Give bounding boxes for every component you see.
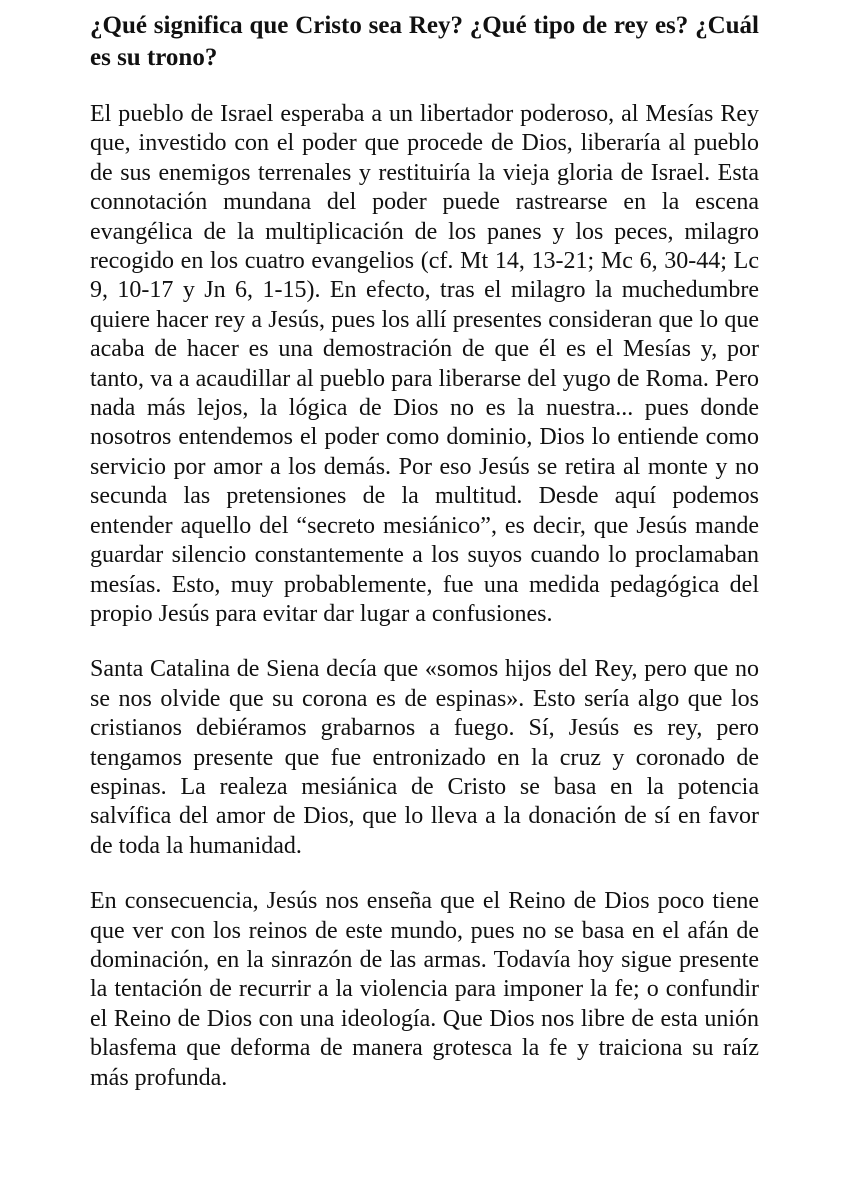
document-title: ¿Qué significa que Cristo sea Rey? ¿Qué tipo de rey es? ¿Cuál es su trono? xyxy=(90,12,759,71)
paragraph-1: El pueblo de Israel esperaba a un libertador poderoso, al Mesías Rey que, investido con el poder que procede de Dios, liberaría al pueblo de sus enemigos terrenales y restituiría la vieja gloria de Israel. Esta connotación mundana del poder puede rastrearse en la escena evangélica de la multiplicación de los panes y los peces, milagro recogido en los cuatro evangelios (cf. Mt 14, 13-21; Mc 6, 30-44; Lc 9, 10-17 y Jn 6, 1-15). En efecto, tras el milagro la muchedumbre quiere hacer rey a Jesús, pues los allí presentes consideran que lo que acaba de hacer es una demostración de que él es el Mesías y, por tanto, va a acaudillar al pueblo para liberarse del yugo de Roma. Pero nada más lejos, la lógica de Dios no es la nuestra... pues donde nosotros entendemos el poder como dominio, Dios lo entiende como servicio por amor a los demás. Por eso Jesús se retira al monte y no secunda las pretensiones de la multitud. Desde aquí podemos entender aquello del “secreto mesiánico”, es decir, que Jesús mande guardar silencio constantemente a los suyos cuando lo proclamaban mesías. Esto, muy probablemente, fue una medida pedagógica del propio Jesús para evitar dar lugar a confusiones. xyxy=(90,101,759,627)
paragraph-2: Santa Catalina de Siena decía que «somos hijos del Rey, pero que no se nos olvide que su corona es de espinas». Esto sería algo que los cristianos debiéramos grabarnos a fuego. Sí, Jesús es rey, pero tengamos presente que fue entronizado en la cruz y coronado de espinas. La realeza mesiánica de Cristo se basa en la potencia salvífica del amor de Dios, que lo lleva a la donación de sí en favor de toda la humanidad. xyxy=(90,656,759,859)
document-page xyxy=(90,10,759,1119)
paragraph-3: En consecuencia, Jesús nos enseña que el Reino de Dios poco tiene que ver con los reinos de este mundo, pues no se basa en el afán de dominación, en la sinrazón de las armas. Todavía hoy sigue presente la tentación de recurrir a la violencia para imponer la fe; o confundir el Reino de Dios con una ideología. Que Dios nos libre de esta unión blasfema que deforma de manera grotesca la fe y traiciona su raíz más profunda. xyxy=(90,888,759,1091)
